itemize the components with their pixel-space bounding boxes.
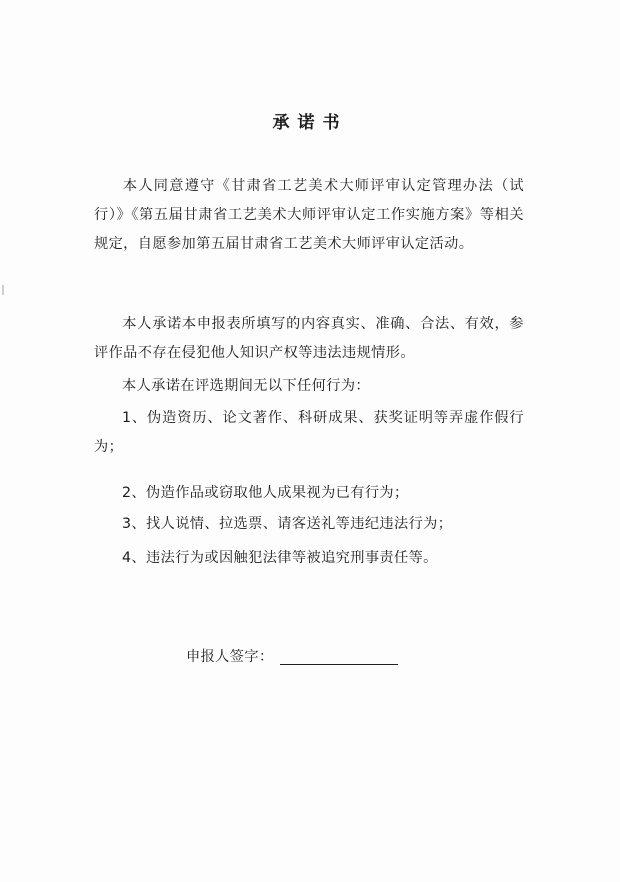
scan-artifact bbox=[2, 285, 4, 295]
paragraph-conduct-intro bbox=[94, 372, 524, 401]
list-item bbox=[94, 404, 524, 462]
list-item-text: 2、伪造作品或窃取他人成果视为已有行为； bbox=[122, 485, 409, 501]
paragraph-conduct-intro-text: 本人承诺在评选期间无以下任何行为： bbox=[122, 378, 370, 394]
signature-line bbox=[280, 663, 398, 665]
paragraph-agreement-text: 本人同意遵守《甘肃省工艺美术大师评审认定管理办法（试行）》《第五届甘肃省工艺美术大师评审认定工作实施方案》等相关规定，自愿参加第五届甘肃省工艺美术大师评审认定活动。 bbox=[94, 178, 524, 252]
list-item-text: 3、找人说情、拉选票、请客送礼等违纪违法行为； bbox=[122, 516, 453, 532]
signature-label: 申报人签字： bbox=[186, 649, 274, 665]
list-item bbox=[94, 544, 524, 573]
document-title: 承诺书 bbox=[272, 113, 348, 133]
list-item bbox=[94, 479, 524, 508]
list-item-text: 1、伪造资历、论文著作、科研成果、获奖证明等弄虚作假行为； bbox=[94, 410, 524, 455]
paragraph-authenticity-text: 本人承诺本申报表所填写的内容真实、准确、合法、有效，参评作品不存在侵犯他人知识产权等违法违规情形。 bbox=[94, 316, 524, 361]
list-item bbox=[94, 510, 524, 539]
signature-block bbox=[186, 644, 398, 670]
paragraph-agreement bbox=[94, 172, 524, 259]
paragraph-authenticity bbox=[94, 310, 524, 368]
list-item-text: 4、违法行为或因触犯法律等被追究刑事责任等。 bbox=[122, 550, 438, 566]
